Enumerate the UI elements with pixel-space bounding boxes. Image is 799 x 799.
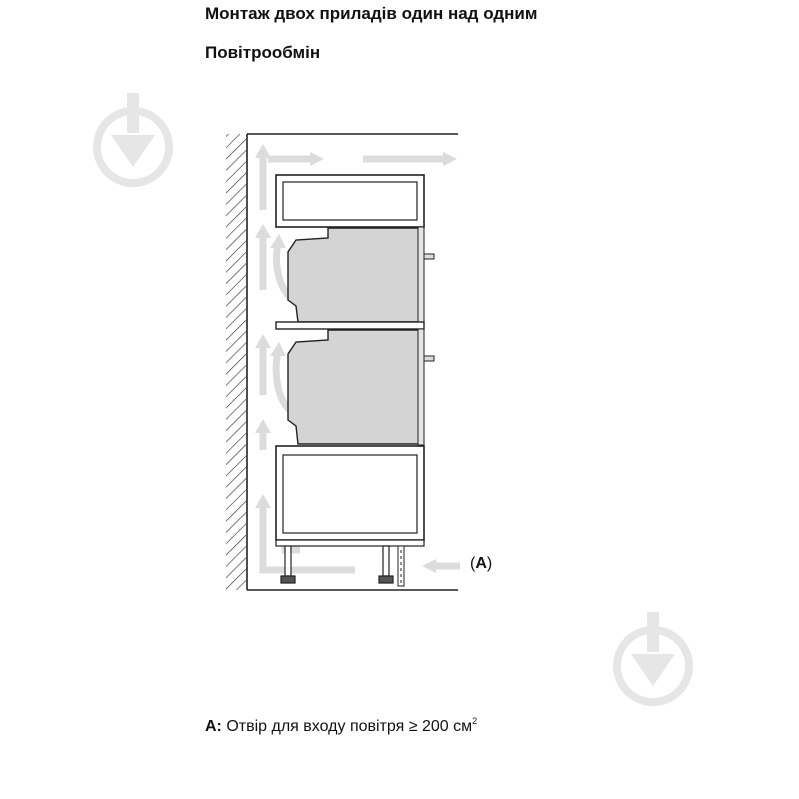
caption-superscript: 2 (472, 716, 478, 726)
wall-hatch (226, 134, 246, 590)
section-subtitle: Повітрообмін (205, 43, 321, 62)
caption-label: A: (205, 718, 222, 735)
caption (205, 716, 477, 736)
bottom-cabinet (276, 446, 424, 540)
caption-text: Отвір для входу повітря ≥ 200 см (221, 718, 473, 735)
lower-oven (288, 330, 420, 444)
top-cabinet (276, 175, 424, 227)
middle-shelf (276, 322, 424, 329)
callout-a: (A) (470, 555, 493, 572)
plinth (398, 546, 404, 586)
page-title: Монтаж двох приладів один над одним (205, 4, 538, 23)
upper-oven (288, 228, 420, 322)
